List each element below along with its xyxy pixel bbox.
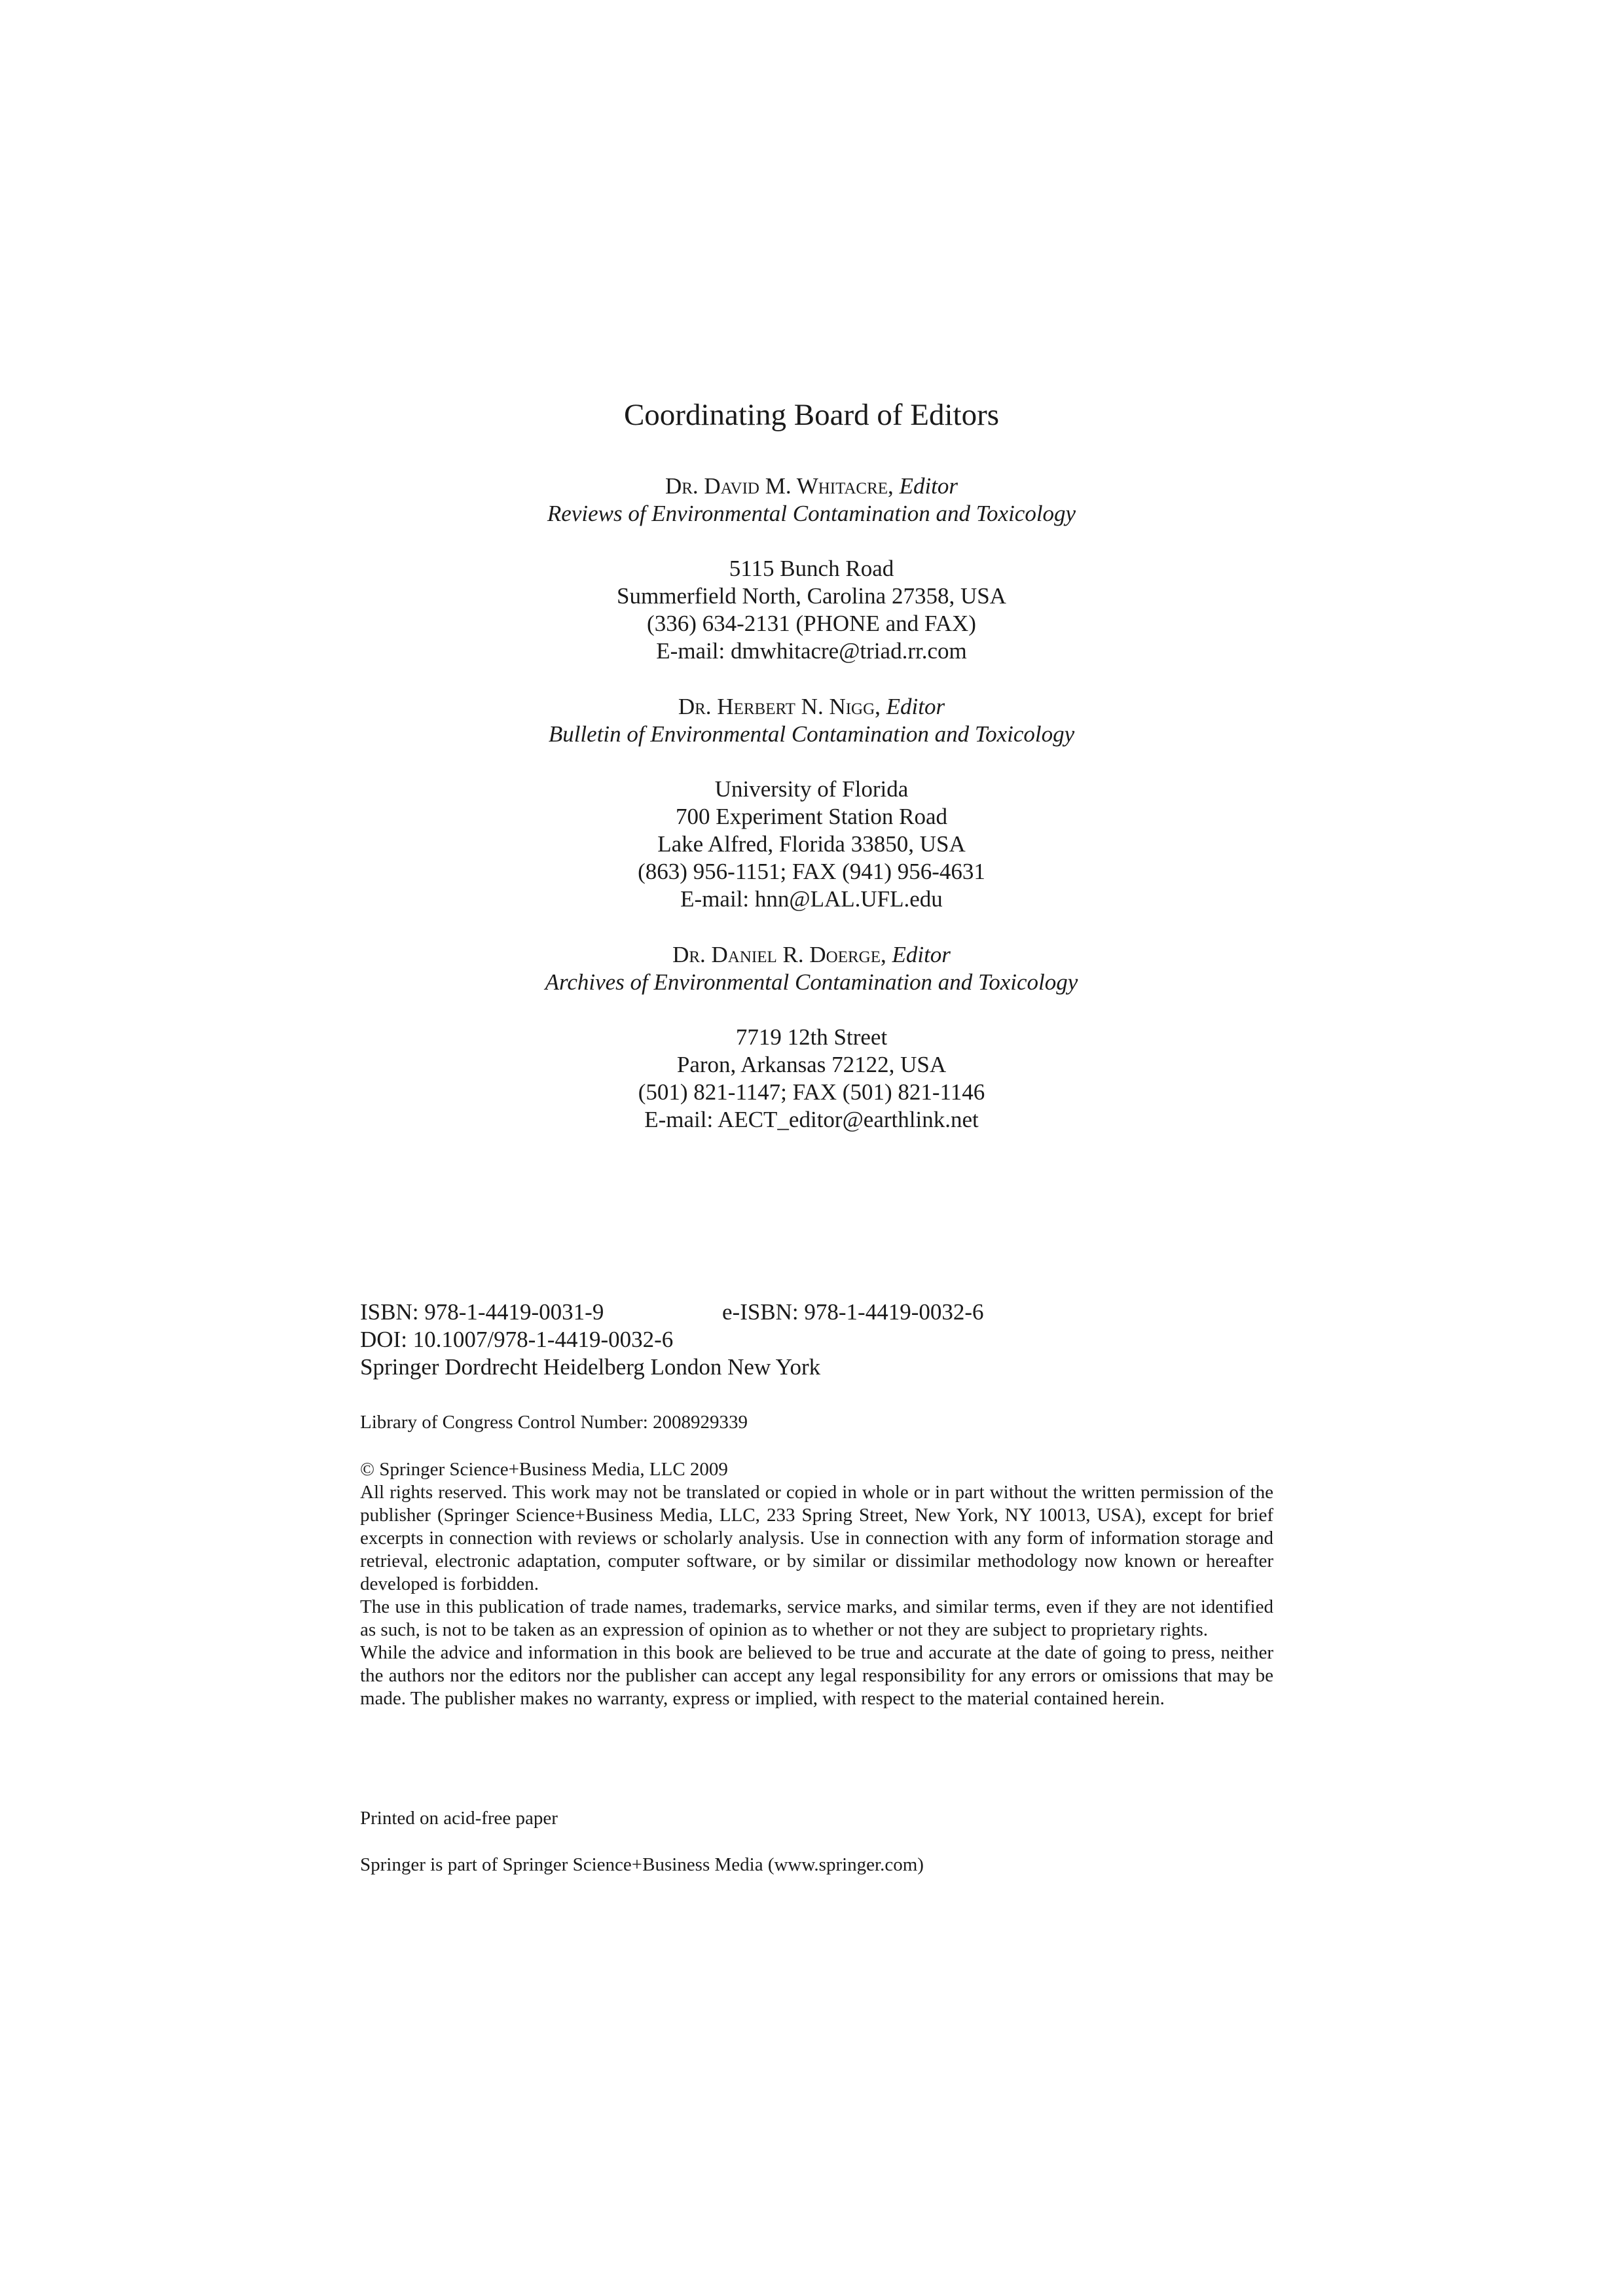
springer-note: Springer is part of Springer Science+Business Media (www.springer.com) [360, 1854, 924, 1875]
journal-title: Archives of Environmental Contamination and Toxicology [545, 969, 1078, 995]
page-title: Coordinating Board of Editors [623, 398, 1000, 432]
editor-name-line [0, 941, 1623, 969]
editor-name-line [0, 473, 1623, 500]
editor-name: Dr. Daniel R. Doerge, [672, 942, 886, 967]
editor-name: Dr. Herbert N. Nigg, [678, 694, 881, 719]
editor-block-2 [0, 693, 1623, 748]
paper-note: Printed on acid-free paper [360, 1808, 558, 1829]
isbn: ISBN: 978-1-4419-0031-9 [360, 1299, 604, 1325]
legal-notice [360, 1458, 1273, 1710]
address-line: Paron, Arkansas 72122, USA [676, 1052, 947, 1077]
phone-line: (336) 634-2131 (PHONE and FAX) [647, 611, 976, 636]
phone-line: (863) 956-1151; FAX (941) 956-4631 [638, 859, 985, 884]
editor-role: Editor [899, 473, 958, 499]
trademarks-paragraph: The use in this publication of trade names, trademarks, service marks, and similar terms, even if they are not identified as such, is not to be taken as an expression of opinion as to whether or not they are subject to proprietary rights. [360, 1596, 1273, 1640]
e-isbn: e-ISBN: 978-1-4419-0032-6 [722, 1299, 984, 1325]
publication-info [360, 1299, 1273, 1381]
email-line: E-mail: dmwhitacre@triad.rr.com [656, 638, 967, 664]
rights-paragraph: All rights reserved. This work may not be translated or copied in whole or in part without the written permission of the publisher (Springer Science+Business Media, LLC, 233 Spring Street, New York, NY 10013, USA), except for brief excerpts in connection with reviews or scholarly analysis. Use in connection with any form of information storage and retrieval, electronic adaptation, computer software, or by similar or dissimilar methodology now known or hereafter developed is forbidden. [360, 1482, 1273, 1594]
editor-address-2 [0, 776, 1623, 913]
editor-address-3 [0, 1024, 1623, 1134]
email-line: E-mail: AECT_editor@earthlink.net [644, 1107, 979, 1132]
address-line: 5115 Bunch Road [729, 556, 894, 581]
copyright-line: © Springer Science+Business Media, LLC 2009 [360, 1459, 728, 1480]
address-line: University of Florida [714, 776, 909, 802]
email-line: E-mail: hnn@LAL.UFL.edu [680, 886, 943, 912]
editor-name-line [0, 693, 1623, 721]
publisher-cities: Springer Dordrecht Heidelberg London New York [360, 1354, 821, 1380]
editor-block-3 [0, 941, 1623, 996]
editor-role: Editor [892, 942, 951, 967]
lccn: Library of Congress Control Number: 2008929339 [360, 1412, 748, 1433]
isbn-row [360, 1299, 1273, 1326]
address-line: Summerfield North, Carolina 27358, USA [617, 583, 1006, 609]
address-line: 7719 12th Street [735, 1024, 888, 1050]
editor-block-1 [0, 473, 1623, 528]
address-line: 700 Experiment Station Road [675, 804, 948, 829]
editor-name: Dr. David M. Whitacre, [665, 473, 894, 499]
disclaimer-paragraph: While the advice and information in this book are believed to be true and accurate at the date of going to press, neither the authors nor the editors nor the publisher can accept any legal responsibility for any errors or omissions that may be made. The publisher makes no warranty, express or implied, with respect to the material contained herein. [360, 1642, 1273, 1709]
phone-line: (501) 821-1147; FAX (501) 821-1146 [638, 1079, 985, 1105]
address-line: Lake Alfred, Florida 33850, USA [657, 831, 966, 857]
editor-role: Editor [886, 694, 945, 719]
journal-title: Bulletin of Environmental Contamination and Toxicology [548, 721, 1075, 747]
doi: DOI: 10.1007/978-1-4419-0032-6 [360, 1327, 674, 1352]
editor-address-1 [0, 555, 1623, 665]
journal-title: Reviews of Environmental Contamination and Toxicology [547, 501, 1076, 526]
